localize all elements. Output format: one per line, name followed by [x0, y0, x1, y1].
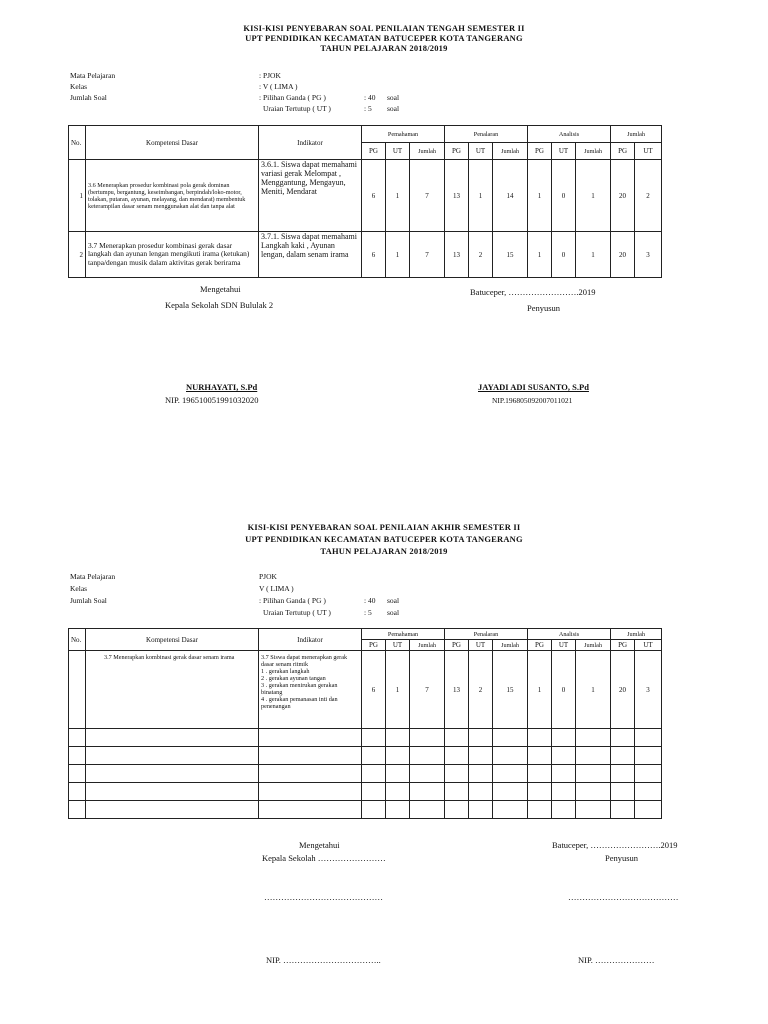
cell-value: 1 — [576, 232, 611, 278]
header-no: No. — [69, 126, 86, 160]
sub-jumlah: Jumlah — [493, 143, 528, 160]
table-row-empty — [69, 783, 662, 801]
doc2-nip-left: NIP. …………………………….. — [266, 955, 381, 965]
cell-value: 20 — [611, 651, 635, 729]
doc1-ut-label: Uraian Tertutup ( UT ) — [263, 104, 331, 113]
doc2-pg-label: : Pilihan Ganda ( PG ) — [259, 596, 326, 605]
table-row-empty — [69, 729, 662, 747]
doc1-pg-count: : 40 — [364, 93, 376, 102]
header-penalaran: Penalaran — [445, 126, 528, 143]
doc2-kepsek-title: Kepala Sekolah …………………… — [262, 853, 386, 863]
sub-ut: UT — [552, 640, 576, 651]
sub-ut: UT — [386, 143, 410, 160]
cell-value: 1 — [386, 651, 410, 729]
table-row-empty — [69, 747, 662, 765]
doc1-place-date: Batuceper, …………………….2019 — [470, 287, 596, 297]
doc2-sign-line-left: …………………………………… — [264, 892, 383, 902]
doc1-kelas-label: Kelas — [70, 82, 88, 91]
doc1-mapel-label: Mata Pelajaran — [70, 71, 116, 80]
doc2-ut-label: Uraian Tertutup ( UT ) — [263, 608, 331, 617]
cell-value: 7 — [410, 232, 445, 278]
header-kompetensi-dasar: Kompetensi Dasar — [86, 629, 259, 651]
sub-pg: PG — [528, 640, 552, 651]
cell-value: 1 — [386, 232, 410, 278]
doc2-header-row1 — [69, 629, 662, 640]
sub-ut: UT — [469, 143, 493, 160]
doc2-mengetahui: Mengetahui — [299, 840, 340, 850]
doc1-mengetahui: Mengetahui — [200, 284, 241, 294]
row-kompetensi-dasar: 3.6 Menerapkan prosedur kombinasi pola gerak dominan (bertumpu, bergantung, keseimbangan, berpindah/loko-motor, tolakan, putaran, ayunan, melayang, dan mendarat) membentuk keterampilan dasar senam menggunakan alat dan tanpa alat — [86, 160, 259, 232]
cell-value: 20 — [611, 232, 635, 278]
indikator-line: 3 . gerakan menirukan gerakan binatang — [261, 682, 338, 696]
table-row-empty — [69, 765, 662, 783]
table-row — [69, 232, 662, 278]
doc1-pg-label: : Pilihan Ganda ( PG ) — [259, 93, 326, 102]
doc2-place-date: Batuceper, …………………….2019 — [552, 840, 678, 850]
sub-pg: PG — [528, 143, 552, 160]
sub-ut: UT — [635, 640, 662, 651]
sub-pg: PG — [445, 143, 469, 160]
doc2-kelas-value: V ( LIMA ) — [259, 584, 294, 593]
sub-pg: PG — [445, 640, 469, 651]
header-pemahaman: Pemahaman — [362, 126, 445, 143]
doc1-ut-count: : 5 — [364, 104, 372, 113]
doc1-table — [68, 125, 662, 278]
sub-pg: PG — [611, 143, 635, 160]
doc2-title-line2: UPT PENDIDIKAN KECAMATAN BATUCEPER KOTA TANGERANG — [245, 534, 523, 544]
table-row — [69, 651, 662, 729]
doc1-penyusun-name: JAYADI ADI SUSANTO, S.Pd — [478, 382, 589, 392]
row-no: 1 — [69, 160, 86, 232]
cell-value: 15 — [493, 232, 528, 278]
cell-value: 1 — [576, 651, 611, 729]
sub-pg: PG — [611, 640, 635, 651]
indikator-line: 4 . gerakan pemanasan inti dan penenangan — [261, 696, 338, 710]
doc2-ut-unit: soal — [387, 608, 400, 617]
doc2-penyusun: Penyusun — [605, 853, 639, 863]
table-row — [69, 160, 662, 232]
doc1-title-line1: KISI-KISI PENYEBARAN SOAL PENILAIAN TENGAH SEMESTER II — [243, 23, 525, 33]
cell-value: 1 — [386, 160, 410, 232]
doc1-penyusun-nip: NIP.196805092007011021 — [492, 396, 573, 405]
cell-value: 0 — [552, 232, 576, 278]
doc2-mapel-value: PJOK — [259, 572, 277, 581]
cell-value: 3 — [635, 232, 662, 278]
cell-value: 1 — [528, 651, 552, 729]
cell-value: 6 — [362, 651, 386, 729]
doc1-ut-unit: soal — [387, 104, 400, 113]
row-no — [69, 651, 86, 729]
doc1-penyusun: Penyusun — [527, 303, 561, 313]
doc1-mapel-value: : PJOK — [259, 71, 281, 80]
sub-pg: PG — [362, 143, 386, 160]
doc2-ut-count: : 5 — [364, 608, 372, 617]
doc2-title-line3: TAHUN PELAJARAN 2018/2019 — [320, 546, 448, 556]
header-analisis: Analisis — [528, 629, 611, 640]
indikator-line: 1 . gerakan langkah — [261, 668, 310, 675]
doc1-header-row1 — [69, 126, 662, 143]
header-pemahaman: Pemahaman — [362, 629, 445, 640]
doc2-nip-right: NIP. ………………… — [578, 955, 655, 965]
cell-value: 7 — [410, 651, 445, 729]
cell-value: 2 — [635, 160, 662, 232]
row-no: 2 — [69, 232, 86, 278]
doc2-sign-line-right: ………………………………… — [568, 892, 679, 902]
doc2-title-line1: KISI-KISI PENYEBARAN SOAL PENILAIAN AKHIR SEMESTER II — [247, 522, 521, 532]
doc1-kepsek-nip: NIP. 196510051991032020 — [165, 395, 259, 405]
cell-value: 20 — [611, 160, 635, 232]
header-indikator: Indikator — [259, 629, 362, 651]
cell-value: 13 — [445, 160, 469, 232]
cell-value: 15 — [493, 651, 528, 729]
header-kompetensi-dasar: Kompetensi Dasar — [86, 126, 259, 160]
header-penalaran: Penalaran — [445, 629, 528, 640]
sub-jumlah: Jumlah — [410, 640, 445, 651]
indikator-line: 2 . gerakan ayunan tangan — [261, 675, 326, 682]
doc2-mapel-label: Mata Pelajaran — [70, 572, 116, 581]
sub-pg: PG — [362, 640, 386, 651]
doc1-kepsek-name: NURHAYATI, S.Pd — [186, 382, 258, 392]
sub-ut: UT — [469, 640, 493, 651]
cell-value: 0 — [552, 651, 576, 729]
header-jumlah: Jumlah — [611, 629, 662, 640]
sub-jumlah: Jumlah — [576, 143, 611, 160]
cell-value: 7 — [410, 160, 445, 232]
doc1-jumlah-label: Jumlah Soal — [70, 93, 107, 102]
cell-value: 1 — [469, 160, 493, 232]
row-indikator: 3.7.1. Siswa dapat memahami Langkah kaki , Ayunan lengan, dalam senam irama — [259, 232, 362, 278]
indikator-line: 3.7 Siswa dapat menerapkan gerak dasar senam ritmik — [261, 654, 348, 668]
doc1-title-line3: TAHUN PELAJARAN 2018/2019 — [320, 43, 448, 53]
doc1-title-line2: UPT PENDIDIKAN KECAMATAN BATUCEPER KOTA TANGERANG — [245, 33, 523, 43]
sub-ut: UT — [635, 143, 662, 160]
header-jumlah: Jumlah — [611, 126, 662, 143]
sub-ut: UT — [386, 640, 410, 651]
header-analisis: Analisis — [528, 126, 611, 143]
cell-value: 1 — [576, 160, 611, 232]
cell-value: 13 — [445, 651, 469, 729]
cell-value: 6 — [362, 160, 386, 232]
doc1-kelas-value: : V ( LIMA ) — [259, 82, 298, 91]
doc2-table — [68, 628, 662, 819]
table-row-empty — [69, 801, 662, 819]
sub-ut: UT — [552, 143, 576, 160]
cell-value: 13 — [445, 232, 469, 278]
sub-jumlah: Jumlah — [410, 143, 445, 160]
row-kompetensi-dasar: 3.7 Menerapkan prosedur kombinasi gerak dasar langkah dan ayunan lengan mengikuti irama (ketukan) tanpa/dengan musik dalam aktivitas gerak berirama — [86, 232, 259, 278]
cell-value: 3 — [635, 651, 662, 729]
sub-jumlah: Jumlah — [493, 640, 528, 651]
header-indikator: Indikator — [259, 126, 362, 160]
cell-value: 6 — [362, 232, 386, 278]
cell-value: 14 — [493, 160, 528, 232]
sub-jumlah: Jumlah — [576, 640, 611, 651]
cell-value: 1 — [528, 232, 552, 278]
doc2-kelas-label: Kelas — [70, 584, 88, 593]
row-kompetensi-dasar: 3.7 Menerapkan kombinasi gerak dasar senam irama — [86, 651, 259, 729]
doc1-kepsek-title: Kepala Sekolah SDN Bululak 2 — [165, 300, 274, 310]
cell-value: 2 — [469, 232, 493, 278]
row-indikator: 3.6.1. Siswa dapat memahami variasi gerak Melompat , Menggantung, Mengayun, Meniti, Mendarat — [259, 160, 362, 232]
doc2-jumlah-label: Jumlah Soal — [70, 596, 107, 605]
cell-value: 2 — [469, 651, 493, 729]
doc2-pg-count: : 40 — [364, 596, 376, 605]
cell-value: 1 — [528, 160, 552, 232]
header-no: No. — [69, 629, 86, 651]
row-indikator — [259, 651, 362, 729]
doc2-pg-unit: soal — [387, 596, 400, 605]
cell-value: 0 — [552, 160, 576, 232]
doc1-pg-unit: soal — [387, 93, 400, 102]
